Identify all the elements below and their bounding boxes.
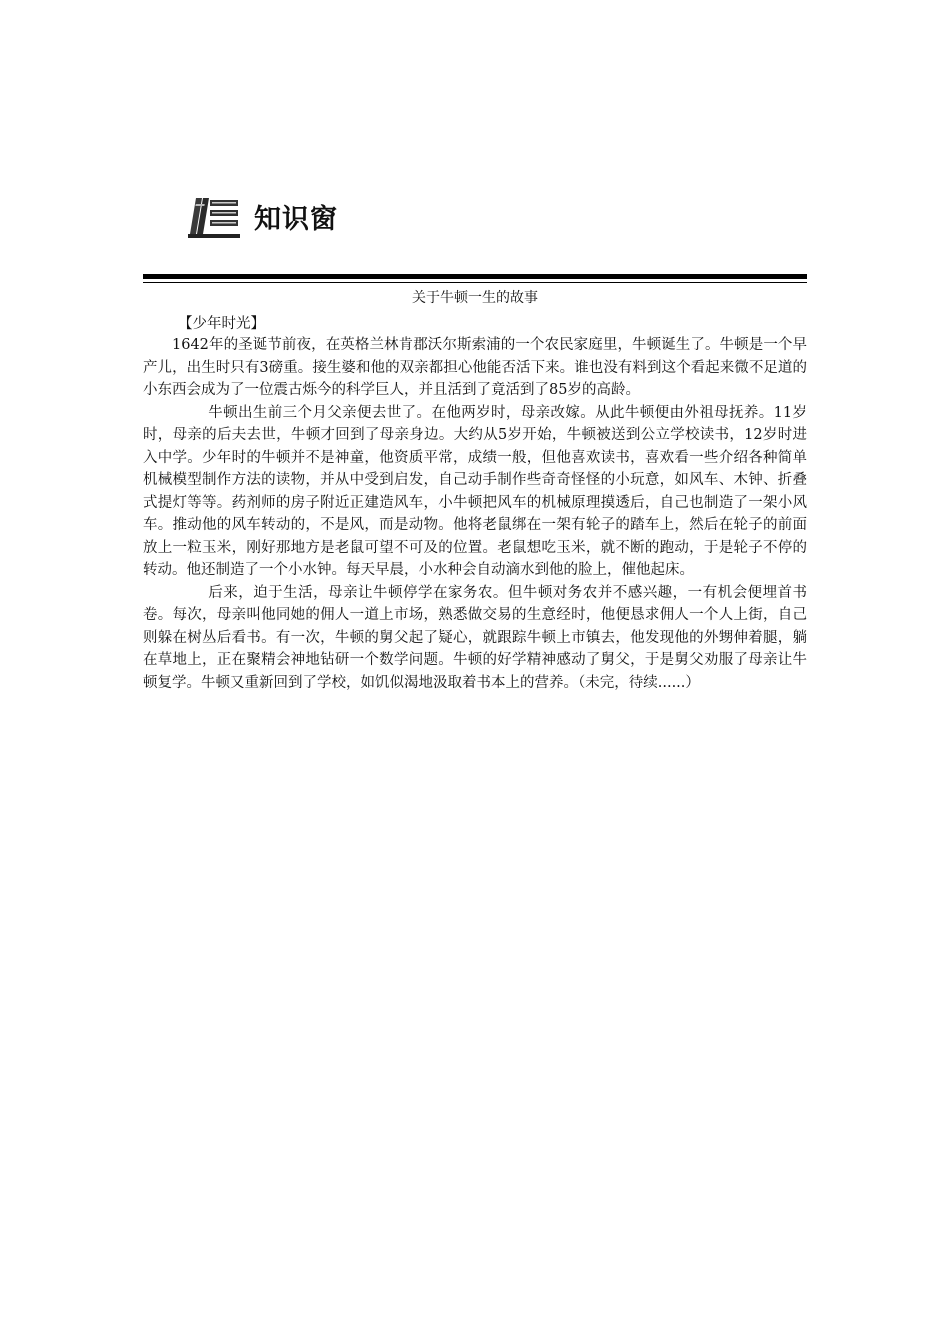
article-body xyxy=(143,334,807,694)
section-header xyxy=(188,194,338,238)
paragraph-2: 牛顿出生前三个月父亲便去世了。在他两岁时，母亲改嫁。从此牛顿便由外祖母抚养。11岁时，母亲的后夫去世，牛顿才回到了母亲身边。大约从5岁开始，牛顿被送到公立学校读书，12岁时进入中学。少年时的牛顿并不是神童，他资质平常，成绩一般，但他喜欢读书，喜欢看一些介绍各种简单机械模型制作方法的读物，并从中受到启发，自己动手制作些奇奇怪怪的小玩意，如风车、木钟、折叠式提灯等等。药剂师的房子附近正建造风车，小牛顿把风车的机械原理摸透后，自己也制造了一架小风车。推动他的风车转动的，不是风，而是动物。他将老鼠绑在一架有轮子的踏车上，然后在轮子的前面放上一粒玉米，刚好那地方是老鼠可望不可及的位置。老鼠想吃玉米，就不断的跑动，于是轮子不停的转动。他还制造了一个小水钟。每天早晨，小水种会自动滴水到他的脸上，催他起床。 xyxy=(143,404,807,578)
divider-thin xyxy=(143,282,807,283)
paragraph-3: 后来，迫于生活，母亲让牛顿停学在家务农。但牛顿对务农并不感兴趣，一有机会便埋首书卷。每次，母亲叫他同她的佣人一道上市场，熟悉做交易的生意经时，他便恳求佣人一个人上街，自己则躲在树丛后看书。有一次，牛顿的舅父起了疑心，就跟踪牛顿上市镇去，他发现他的外甥伸着腿，躺在草地上，正在聚精会神地钻研一个数学问题。牛顿的好学精神感动了舅父，于是舅父劝服了母亲让牛顿复学。牛顿又重新回到了学校，如饥似渴地汲取着书本上的营养。（未完，待续......） xyxy=(143,584,807,691)
paragraph-1: 1642年的圣诞节前夜，在英格兰林肯郡沃尔斯索浦的一个农民家庭里，牛顿诞生了。牛顿是一个早产儿，出生时只有3磅重。接生婆和他的双亲都担心他能否活下来。谁也没有料到这个看起来微不足道的小东西会成为了一位震古烁今的科学巨人，并且活到了竟活到了85岁的高龄。 xyxy=(143,337,807,398)
section-heading: 【少年时光】 xyxy=(178,316,265,332)
books-icon xyxy=(188,194,240,238)
divider-thick xyxy=(143,274,807,279)
article-title: 关于牛顿一生的故事 xyxy=(412,290,538,306)
header-title: 知识窗 xyxy=(254,203,338,235)
